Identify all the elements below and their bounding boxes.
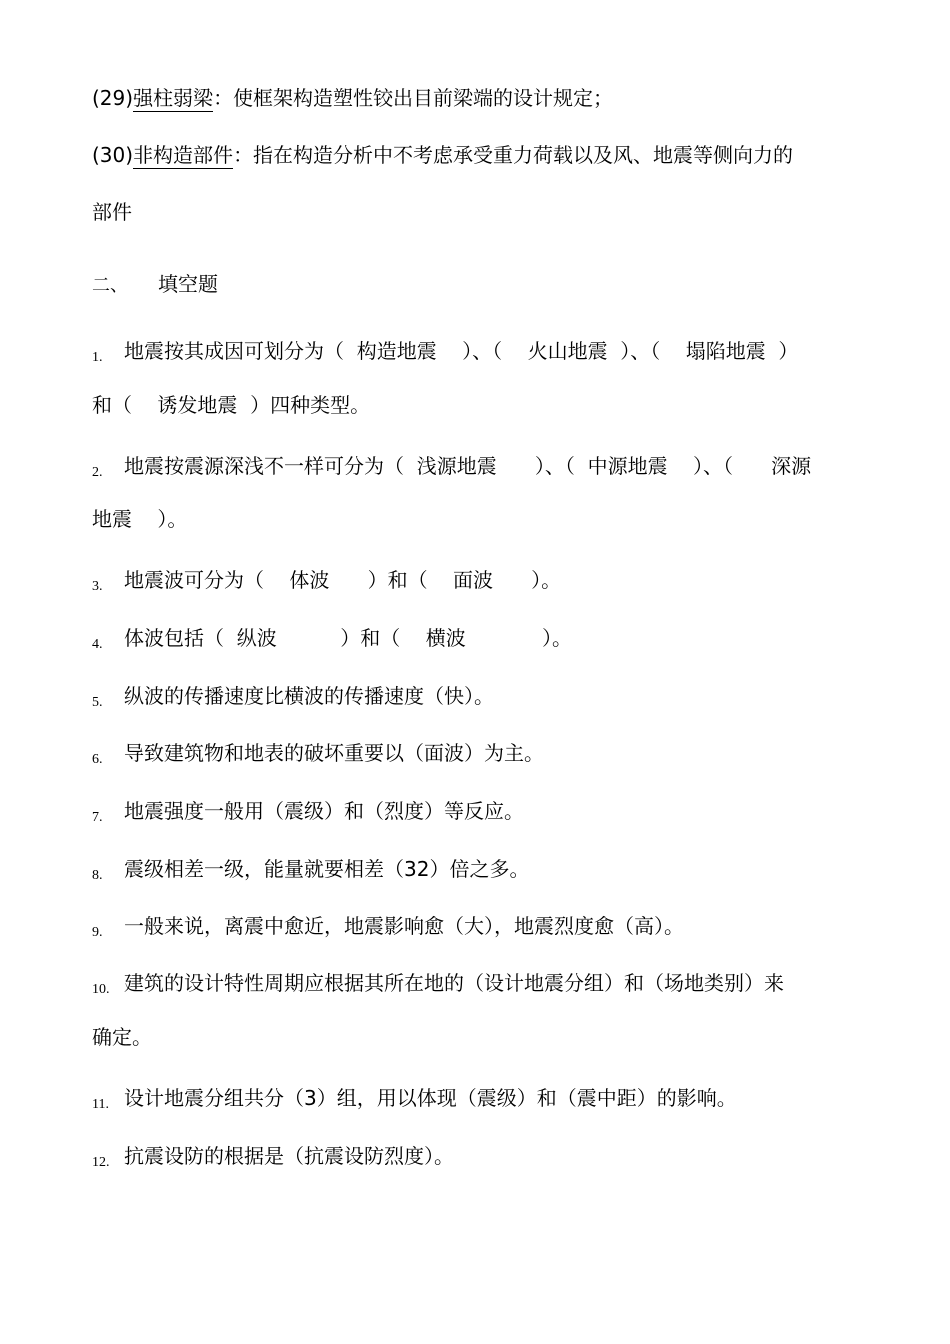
question-number: 8. <box>92 868 103 883</box>
question-2 <box>92 452 811 487</box>
section-heading <box>92 270 218 300</box>
question-text: 设计地震分组共分（3）组，用以体现（震级）和（震中距）的影响。 <box>124 1086 737 1110</box>
question-number: 1. <box>92 350 103 365</box>
question-number: 12. <box>92 1155 110 1170</box>
question-10-continued: 确定。 <box>92 1025 152 1049</box>
question-5 <box>92 682 494 717</box>
definition-term: 强柱弱梁 <box>133 86 214 110</box>
question-6 <box>92 739 544 774</box>
question-1-continued: 和（ 诱发地震 ）四种类型。 <box>92 393 371 417</box>
question-text: 地震按震源深浅不一样可分为（ 浅源地震 ）、（ 中源地震 ）、（ 深源 <box>124 454 812 478</box>
question-number: 10. <box>92 982 110 997</box>
definition-29 <box>92 84 613 112</box>
section-title: 填空题 <box>158 272 218 296</box>
question-1 <box>92 337 798 372</box>
question-text: 导致建筑物和地表的破坏重要以（面波）为主。 <box>124 741 544 765</box>
question-text: 地震强度一般用（震级）和（烈度）等反应。 <box>124 799 524 823</box>
definition-term: 非构造部件 <box>133 143 234 167</box>
question-2-continued: 地震 ）。 <box>92 507 188 531</box>
definition-30-continued: 部件 <box>92 200 132 224</box>
question-4 <box>92 624 572 659</box>
question-number: 2. <box>92 465 103 480</box>
question-9 <box>92 912 684 947</box>
question-number: 5. <box>92 695 103 710</box>
question-number: 6. <box>92 752 103 767</box>
question-11 <box>92 1084 737 1119</box>
question-text: 震级相差一级，能量就要相差（32）倍之多。 <box>124 857 530 881</box>
question-12 <box>92 1142 454 1177</box>
question-text: 抗震设防的根据是（抗震设防烈度）。 <box>124 1144 454 1168</box>
definition-text: ：使框架构造塑性铰出目前梁端的设计规定； <box>213 86 614 110</box>
question-number: 11. <box>92 1097 109 1112</box>
definition-text: ：指在构造分析中不考虑承受重力荷载以及风、地震等侧向力的 <box>233 143 794 167</box>
question-10 <box>92 969 784 1004</box>
section-number: 二、 <box>92 275 128 296</box>
question-number: 4. <box>92 637 103 652</box>
definition-number: (30) <box>92 143 134 167</box>
definition-30 <box>92 141 793 169</box>
question-8 <box>92 855 529 890</box>
question-text: 体波包括（ 纵波 ）和（ 横波 ）。 <box>124 626 573 650</box>
question-text: 一般来说，离震中愈近，地震影响愈（大），地震烈度愈（高）。 <box>124 914 684 938</box>
question-text: 地震波可分为（ 体波 ）和（ 面波 ）。 <box>124 568 562 592</box>
question-number: 3. <box>92 579 103 594</box>
question-3 <box>92 566 561 601</box>
question-text: 地震按其成因可划分为（ 构造地震 ）、（ 火山地震 ）、（ 塌陷地震 ） <box>124 339 799 363</box>
question-number: 9. <box>92 925 103 940</box>
definition-number: (29) <box>92 86 134 110</box>
question-7 <box>92 797 524 832</box>
question-text: 纵波的传播速度比横波的传播速度（快）。 <box>124 684 494 708</box>
question-number: 7. <box>92 810 103 825</box>
question-text: 建筑的设计特性周期应根据其所在地的（设计地震分组）和（场地类别）来 <box>124 971 784 995</box>
